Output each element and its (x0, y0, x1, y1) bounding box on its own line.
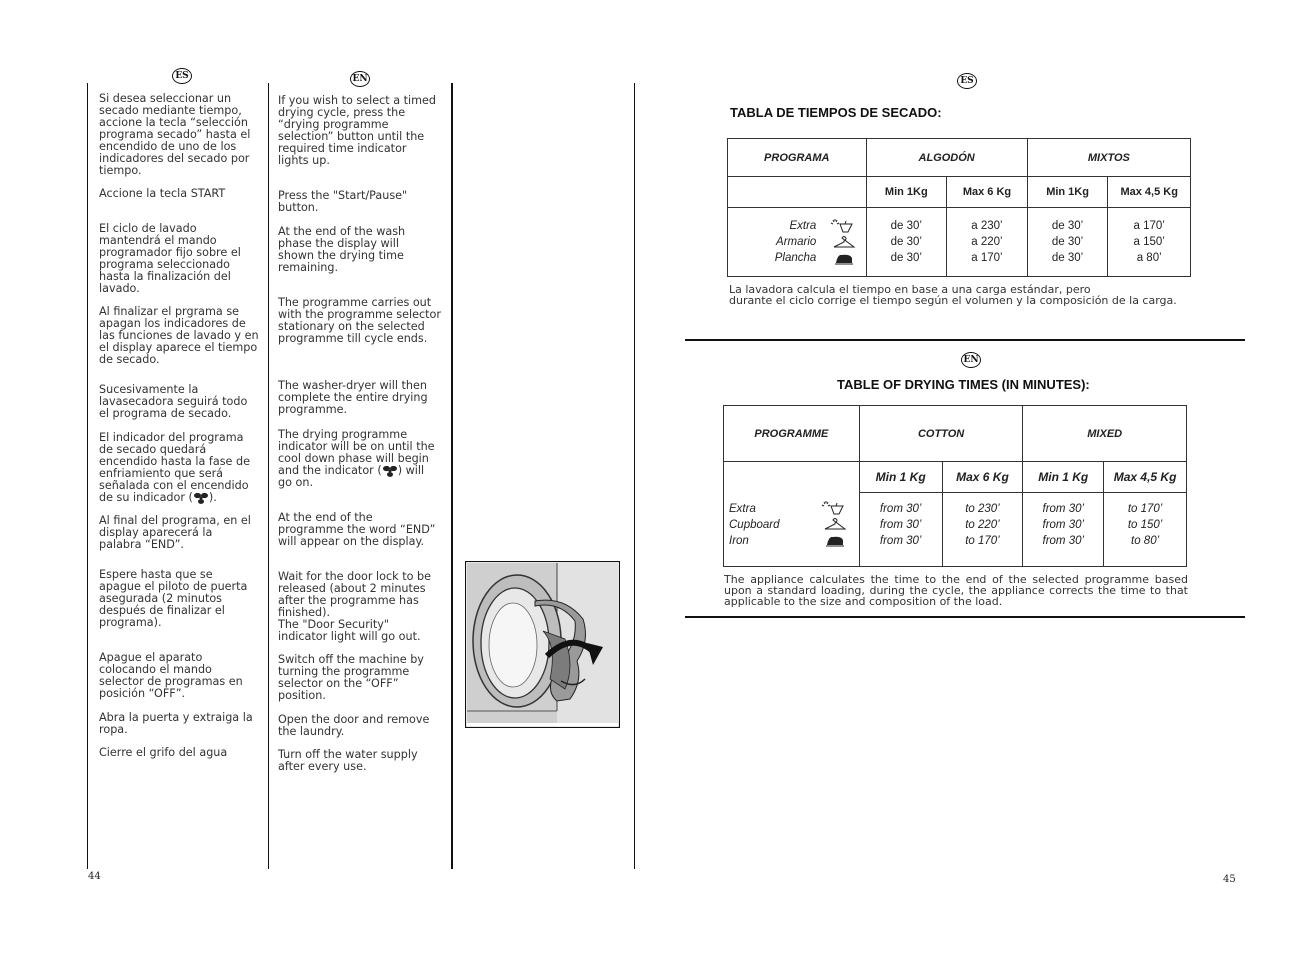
es-program-extra: Extra (789, 220, 817, 232)
en-paragraph: Press the "Start/Pause" button. (278, 189, 408, 214)
es-col-programa: PROGRAMA (728, 139, 867, 177)
es-value: de 30’ (1051, 220, 1084, 232)
es-language-badge: ES (957, 73, 977, 89)
extra-dry-icon (830, 219, 858, 233)
en-program-row (729, 533, 859, 549)
en-subheader: Max 6 Kg (942, 462, 1023, 493)
en-value: from 30’ (1042, 503, 1085, 515)
fan-icon (382, 465, 398, 477)
es-paragraph: Al final del programa, en el display aparecerá la palabra “END”. (99, 514, 251, 551)
es-value: a 230’ (971, 220, 1003, 232)
en-value: to 150’ (1127, 519, 1163, 531)
iron-icon (821, 533, 849, 547)
es-subheader: Max 6 Kg (947, 177, 1028, 208)
es-program-plancha: Plancha (774, 252, 817, 264)
es-program-row (728, 250, 858, 266)
en-values-cell (859, 493, 942, 567)
en-paragraph: At the end of the programme the word “END” will appear on the display. (278, 511, 436, 548)
en-values-cell (1104, 493, 1187, 567)
es-table-title: TABLA DE TIEMPOS DE SECADO: (730, 105, 942, 120)
es-subheader: Min 1Kg (1027, 177, 1108, 208)
en-value: to 220’ (965, 519, 1000, 531)
es-paragraph: Abra la puerta y extraiga la ropa. (99, 711, 253, 736)
es-paragraph-with-icon (99, 432, 259, 504)
section-divider-top (685, 339, 1245, 341)
en-paragraph: Wait for the door lock to be released (about 2 minutes after the programme has finished). The "Door Security" indicator light will go out. (278, 570, 431, 643)
en-value: from 30’ (879, 519, 922, 531)
es-note-line: La lavadora calcula el tiempo en base a una carga estándar, pero (729, 283, 1091, 296)
es-paragraph: Sucesivamente la lavasecadora seguirá todo el programa de secado. (99, 383, 248, 420)
en-value: to 170’ (1127, 503, 1163, 515)
door-open-illustration (465, 561, 620, 728)
es-subheader: Min 1Kg (866, 177, 947, 208)
es-paragraph: Al finalizar el prgrama se apagan los indicadores de las funciones de lavado y en el display aparece el tiempo de secado. (99, 305, 259, 366)
es-value: de 30’ (1051, 252, 1084, 264)
es-paragraph: Apague el aparato colocando el mando selector de programas en posición “OFF”. (99, 651, 243, 700)
en-empty-cell (724, 462, 860, 493)
en-paragraph: Turn off the water supply after every use. (278, 748, 418, 773)
hanger-icon (830, 235, 858, 249)
es-col-mixtos: MIXTOS (1027, 139, 1190, 177)
es-value: a 150’ (1133, 236, 1165, 248)
en-subheader: Min 1 Kg (859, 462, 942, 493)
iron-icon (830, 251, 858, 265)
left-column-rule-1 (87, 83, 88, 869)
es-value: a 80’ (1136, 252, 1162, 264)
es-value: a 220’ (971, 236, 1003, 248)
es-paragraph: Espere hasta que se apague el piloto de puerta asegurada (2 minutos después de finalizar el programa). (99, 568, 248, 629)
es-drying-times-table (727, 138, 1191, 277)
en-paragraph: At the end of the wash phase the display will shown the drying time remaining. (278, 225, 406, 274)
en-language-badge: EN (961, 352, 981, 368)
es-col-algodon: ALGODÓN (866, 139, 1027, 177)
es-values-cell (866, 208, 947, 277)
en-table-note: The appliance calculates the time to the end of the selected programme based upon a standard loading, during the cycle, the appliance corrects the time to that applicable to the size and composition of the load. (724, 573, 1188, 608)
en-paragraph: Switch off the machine by turning the programme selector on the “OFF” position. (278, 653, 424, 702)
es-table-note (729, 284, 1199, 306)
en-subheader: Max 4,5 Kg (1104, 462, 1187, 493)
es-paragraph: El ciclo de lavado mantendrá el mando programador fijo sobre el programa seleccionado hasta la finalización del lavado. (99, 222, 241, 295)
es-program-row (728, 218, 858, 234)
es-values-cell (1027, 208, 1108, 277)
en-values-cell (1023, 493, 1104, 567)
en-paragraph-with-icon (278, 429, 438, 489)
en-value: from 30’ (879, 503, 922, 515)
en-value: from 30’ (1042, 519, 1085, 531)
es-paragraph: Accione la tecla START (99, 187, 226, 200)
fan-icon (193, 492, 209, 504)
left-column-rule-3 (451, 83, 453, 869)
es-note-line: durante el ciclo corrige el tiempo según el volumen y la composición de la carga. (729, 294, 1177, 307)
en-table-title: TABLE OF DRYING TIMES (IN MINUTES): (837, 377, 1090, 392)
washer-door-drawing (465, 561, 620, 728)
en-value: to 170’ (965, 535, 1000, 547)
es-program-row (728, 234, 858, 250)
es-value: a 170’ (971, 252, 1003, 264)
hanger-icon (821, 517, 849, 531)
en-program-iron: Iron (729, 534, 749, 547)
en-program-cupboard: Cupboard (729, 518, 780, 531)
es-values-cell (1108, 208, 1191, 277)
en-paragraph: Open the door and remove the laundry. (278, 713, 430, 738)
en-value: from 30’ (1042, 535, 1085, 547)
en-col-cotton: COTTON (859, 406, 1023, 462)
es-value: de 30’ (890, 220, 922, 232)
es-paragraph: Cierre el grifo del agua (99, 746, 228, 759)
es-program-list (728, 208, 867, 277)
es-values-cell (947, 208, 1028, 277)
es-program-armario: Armario (776, 236, 817, 248)
en-value: to 80’ (1131, 535, 1160, 547)
en-col-mixed: MIXED (1023, 406, 1187, 462)
page-gutter-rule (634, 83, 635, 869)
en-program-row (729, 501, 859, 517)
en-icon-suffix: ) will go on. (278, 464, 425, 489)
es-empty-cell (728, 177, 867, 208)
en-program-extra: Extra (729, 502, 756, 515)
en-paragraph: If you wish to select a timed drying cycle, press the “drying programme selection” button until the required time indicator lights up. (278, 94, 437, 167)
en-value: from 30’ (879, 535, 922, 547)
en-language-badge: EN (350, 71, 370, 87)
es-icon-suffix: ). (208, 491, 217, 504)
es-value: de 30’ (890, 252, 922, 264)
en-program-list (724, 493, 860, 567)
en-subheader: Min 1 Kg (1023, 462, 1104, 493)
en-paragraph-text: The drying programme indicator will be on until the cool down phase will begin and the indicator ( (278, 428, 435, 477)
es-value: de 30’ (890, 236, 922, 248)
left-column-rule-2 (268, 83, 269, 869)
es-subheader: Max 4,5 Kg (1108, 177, 1191, 208)
section-divider-bottom (685, 616, 1245, 618)
en-program-row (729, 517, 859, 533)
en-paragraph: The programme carries out with the programme selector stationary on the selected programme till cycle ends. (278, 296, 441, 345)
page-number-right: 45 (1223, 874, 1236, 885)
en-drying-times-table (723, 405, 1187, 567)
es-value: a 170’ (1133, 220, 1165, 232)
en-value: to 230’ (965, 503, 1000, 515)
en-values-cell (942, 493, 1023, 567)
page-number-left: 44 (88, 871, 101, 882)
es-paragraph-text: El indicador del programa de secado quedará encendido hasta la fase de enfriamiento que será señalada con el encendido de su indicador ( (99, 431, 250, 504)
en-col-programme: PROGRAMME (724, 406, 860, 462)
es-language-badge: ES (172, 68, 192, 84)
extra-dry-icon (821, 501, 849, 515)
en-paragraph: The washer-dryer will then complete the entire drying programme. (278, 379, 428, 416)
es-paragraph: Si desea seleccionar un secado mediante tiempo, accione la tecla “selección programa secado” hasta el encendido de uno de los indicadores del secado por tiempo. (99, 92, 251, 177)
es-value: de 30’ (1051, 236, 1084, 248)
